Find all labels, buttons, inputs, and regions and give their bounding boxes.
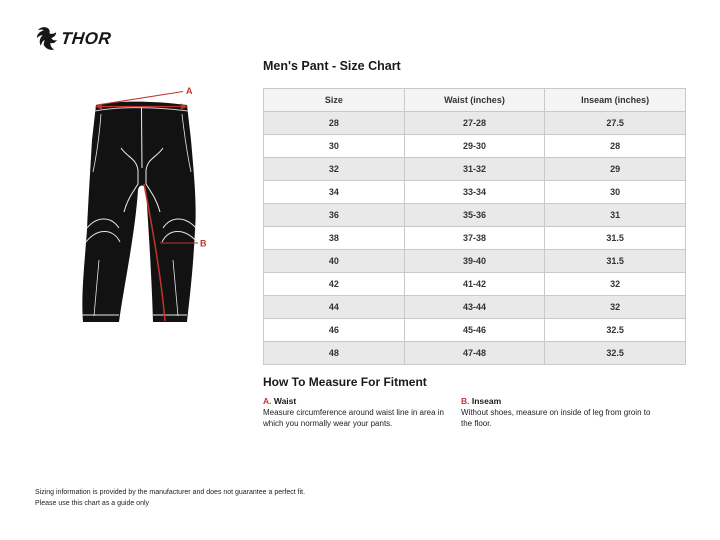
- waist-cell: 29-30: [404, 135, 545, 158]
- table-row: [264, 158, 686, 181]
- inseam-cell: 30: [545, 181, 686, 204]
- inseam-cell: 32.5: [545, 342, 686, 365]
- size-cell: 34: [264, 181, 405, 204]
- waist-cell: 37-38: [404, 227, 545, 250]
- inseam-cell: 27.5: [545, 112, 686, 135]
- table-row: [264, 250, 686, 273]
- measure-key-a: A.: [263, 396, 272, 406]
- column-header-waist-cell: Waist (inches): [404, 89, 545, 112]
- page-title: Men's Pant - Size Chart: [263, 59, 401, 73]
- measure-item-waist: [263, 396, 463, 430]
- table-row: [264, 227, 686, 250]
- size-cell: 48: [264, 342, 405, 365]
- brand-logo: [34, 25, 111, 53]
- table-row: [264, 273, 686, 296]
- size-chart-body: [264, 112, 686, 365]
- column-header-size-cell: Size: [264, 89, 405, 112]
- measure-label-waist: [263, 396, 463, 406]
- waist-cell: 43-44: [404, 296, 545, 319]
- table-row: [264, 342, 686, 365]
- waist-cell: 27-28: [404, 112, 545, 135]
- table-row: [264, 181, 686, 204]
- brand-wordmark: THOR: [60, 29, 113, 48]
- measure-item-inseam: [461, 396, 651, 430]
- pants-measurement-diagram: [75, 80, 215, 330]
- size-cell: 42: [264, 273, 405, 296]
- table-row: [264, 112, 686, 135]
- size-cell: 40: [264, 250, 405, 273]
- table-row: [264, 319, 686, 342]
- disclaimer-line-2: Please use this chart as a guide only: [35, 499, 150, 507]
- inseam-cell: 32: [545, 296, 686, 319]
- waist-cell: 31-32: [404, 158, 545, 181]
- size-cell: 32: [264, 158, 405, 181]
- waist-label-a: A: [186, 86, 193, 96]
- disclaimer-line-1: Sizing information is provided by the manufacturer and does not guarantee a perfect fit.: [35, 489, 306, 496]
- inseam-cell: 31.5: [545, 250, 686, 273]
- size-cell: 46: [264, 319, 405, 342]
- measure-key-b: B.: [461, 396, 470, 406]
- inseam-cell: 29: [545, 158, 686, 181]
- inseam-cell: 32.5: [545, 319, 686, 342]
- size-cell: 44: [264, 296, 405, 319]
- table-row: [264, 135, 686, 158]
- waist-cell: 35-36: [404, 204, 545, 227]
- table-row: [264, 204, 686, 227]
- table-row: [264, 296, 686, 319]
- inseam-cell: 28: [545, 135, 686, 158]
- inseam-cell: 31.5: [545, 227, 686, 250]
- inseam-label-b: B: [200, 238, 207, 249]
- measure-title-waist: Waist: [273, 396, 297, 406]
- fly-seam: [142, 107, 143, 168]
- waist-cell: 33-34: [404, 181, 545, 204]
- waist-cell: 45-46: [404, 319, 545, 342]
- measure-title-inseam: Inseam: [471, 396, 502, 406]
- waist-cell: 41-42: [404, 273, 545, 296]
- column-header-inseam-cell: Inseam (inches): [545, 89, 686, 112]
- inseam-cell: 31: [545, 204, 686, 227]
- size-chart-header: [264, 89, 686, 112]
- thor-head-icon: [34, 26, 59, 52]
- measure-label-inseam: [461, 396, 651, 406]
- disclaimer: [35, 488, 305, 509]
- size-cell: 28: [264, 112, 405, 135]
- size-chart-table: [263, 88, 686, 365]
- size-cell: 36: [264, 204, 405, 227]
- size-cell: 38: [264, 227, 405, 250]
- waist-cell: 47-48: [404, 342, 545, 365]
- size-cell: 30: [264, 135, 405, 158]
- inseam-cell: 32: [545, 273, 686, 296]
- measure-text-inseam: Without shoes, measure on inside of leg from groin to the floor.: [461, 408, 651, 428]
- measure-heading: How To Measure For Fitment: [263, 375, 427, 389]
- header-row: [264, 89, 686, 112]
- waist-cell: 39-40: [404, 250, 545, 273]
- measure-text-waist: Measure circumference around waist line in area in which you normally wear your pants.: [263, 408, 444, 428]
